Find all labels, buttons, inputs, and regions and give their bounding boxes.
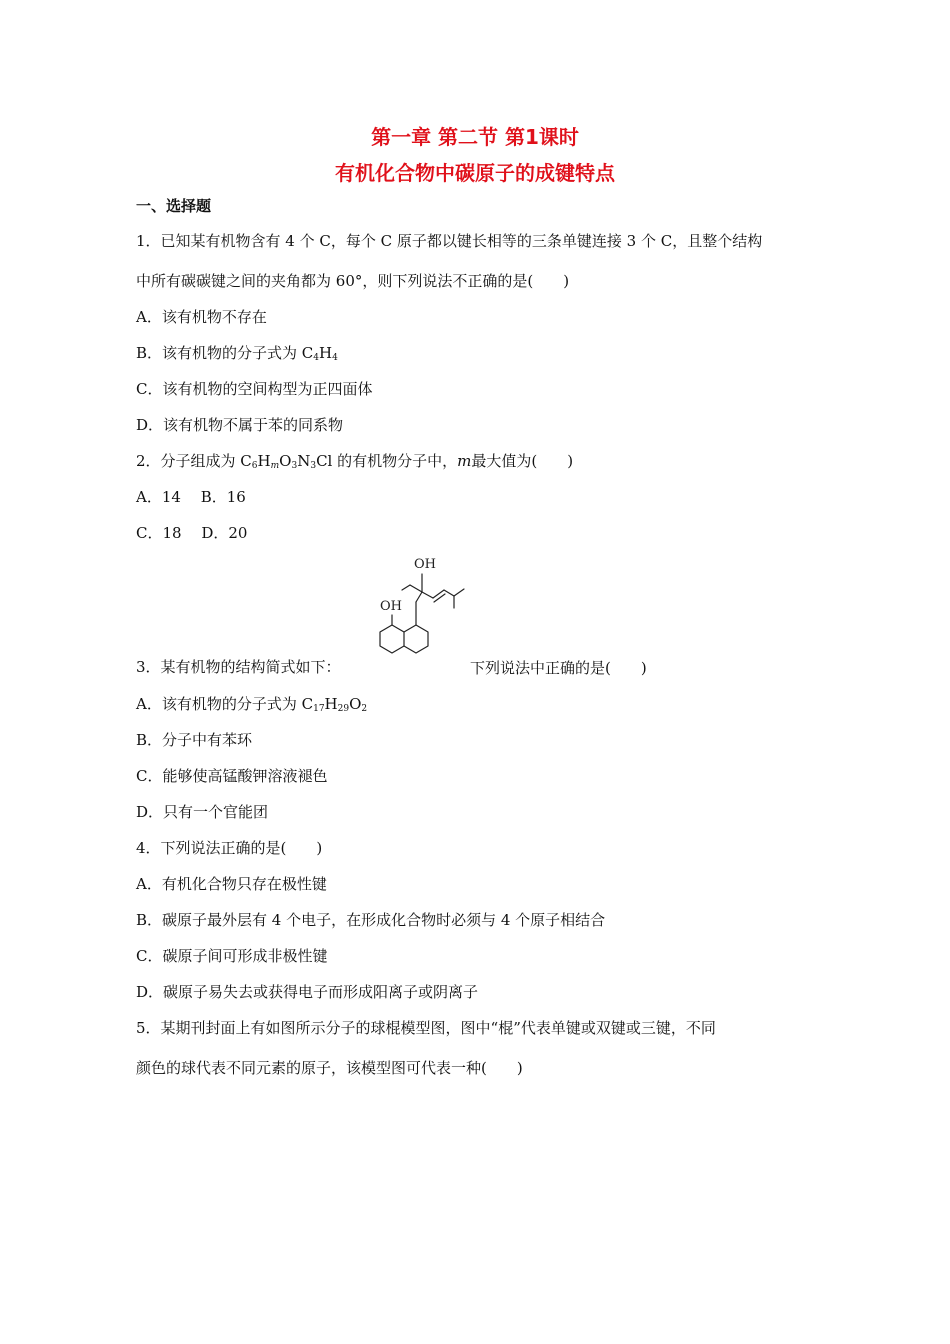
q4-option-d: D．碳原子易失去或获得电子而形成阳离子或阴离子 <box>136 983 479 1001</box>
isopropyl-right <box>454 589 464 596</box>
q5-stem-line2: 颜色的球代表不同元素的原子，该模型图可代表一种( ) <box>136 1059 523 1077</box>
q3-option-b: B．分子中有苯环 <box>136 731 253 749</box>
q2-m-variable: m <box>457 452 472 470</box>
q2-cl: Cl 的有机物分子中， <box>316 452 458 470</box>
structure-formula-diagram <box>358 552 468 670</box>
title-chapter: 第一章 第二节 第1课时 <box>371 125 579 149</box>
q1-option-b-h: H <box>319 344 333 362</box>
q3-stem-post: 下列说法中正确的是( ) <box>470 659 647 677</box>
q1-stem-line2: 中所有碳碳键之间的夹角都为 60°，则下列说法不正确的是( ) <box>136 272 570 290</box>
chain-bond-4 <box>444 590 454 596</box>
q4-option-b: B．碳原子最外层有 4 个电子，在形成化合物时必须与 4 个原子相结合 <box>136 911 606 929</box>
label-oh-left: OH <box>380 599 402 614</box>
chain-bond-2 <box>416 592 422 602</box>
q2-stem-post: 最大值为( ) <box>471 452 574 470</box>
q3-option-a-text: A．该有机物的分子式为 C <box>136 695 314 713</box>
label-oh-top: OH <box>414 557 436 572</box>
q2-stem <box>136 451 573 471</box>
q2-stem-pre: 2．分子组成为 C <box>136 452 252 470</box>
q4-option-a: A．有机化合物只存在极性键 <box>136 875 327 893</box>
q2-sub-n: 3 <box>310 461 317 471</box>
q2-n: N <box>297 452 311 470</box>
q3-option-a <box>136 694 367 714</box>
q3-option-d: D．只有一个官能团 <box>136 803 269 821</box>
double-bond-b <box>434 594 445 602</box>
q2-h: H <box>257 452 271 470</box>
q1-option-b-sub1: 4 <box>313 353 320 363</box>
cyclohexane-ring <box>380 625 404 653</box>
methyl-branch <box>410 585 422 592</box>
q1-option-c: C．该有机物的空间构型为正四面体 <box>136 380 373 398</box>
q3-option-a-sub3: 2 <box>361 704 368 714</box>
q4-stem: 4．下列说法正确的是( ) <box>136 839 323 857</box>
section-heading: 一、选择题 <box>136 197 212 215</box>
q3-option-a-h: H <box>324 695 338 713</box>
q3-option-c: C．能够使高锰酸钾溶液褪色 <box>136 767 328 785</box>
q2-sub-c: 6 <box>251 461 258 471</box>
q2-sub-h: m <box>270 461 280 471</box>
double-bond-a <box>433 590 444 598</box>
q3-option-a-sub2: 29 <box>337 704 350 714</box>
q2-options-ab: A．14 B．16 <box>136 488 246 506</box>
q3-option-a-sub1: 17 <box>313 704 325 714</box>
q1-option-a: A．该有机物不存在 <box>136 308 267 326</box>
chain-bond-3 <box>422 592 433 598</box>
q1-option-b <box>136 343 338 363</box>
q1-option-b-sub2: 4 <box>332 353 338 363</box>
q5-stem-line1: 5．某期刊封面上有如图所示分子的球棍模型图，图中“棍”代表单键或双键或三键，不同 <box>136 1019 716 1037</box>
title-topic: 有机化合物中碳原子的成键特点 <box>335 161 615 185</box>
q1-stem-line1: 1．已知某有机物含有 4 个 C，每个 C 原子都以键长相等的三条单键连接 3 个 C，且整个结构 <box>136 232 763 250</box>
q3-option-a-o: O <box>349 695 362 713</box>
structure-svg <box>358 552 468 670</box>
q2-options-cd: C．18 D．20 <box>136 524 248 542</box>
q3-stem-pre: 3．某有机物的结构简式如下： <box>136 658 341 676</box>
q2-sub-o: 3 <box>291 461 298 471</box>
q1-option-b-text: B．该有机物的分子式为 C <box>136 344 314 362</box>
attached-ring <box>404 625 428 653</box>
q1-option-d: D．该有机物不属于苯的同系物 <box>136 416 344 434</box>
q2-o: O <box>279 452 292 470</box>
ethyl-end <box>402 585 410 590</box>
q4-option-c: C．碳原子间可形成非极性键 <box>136 947 328 965</box>
